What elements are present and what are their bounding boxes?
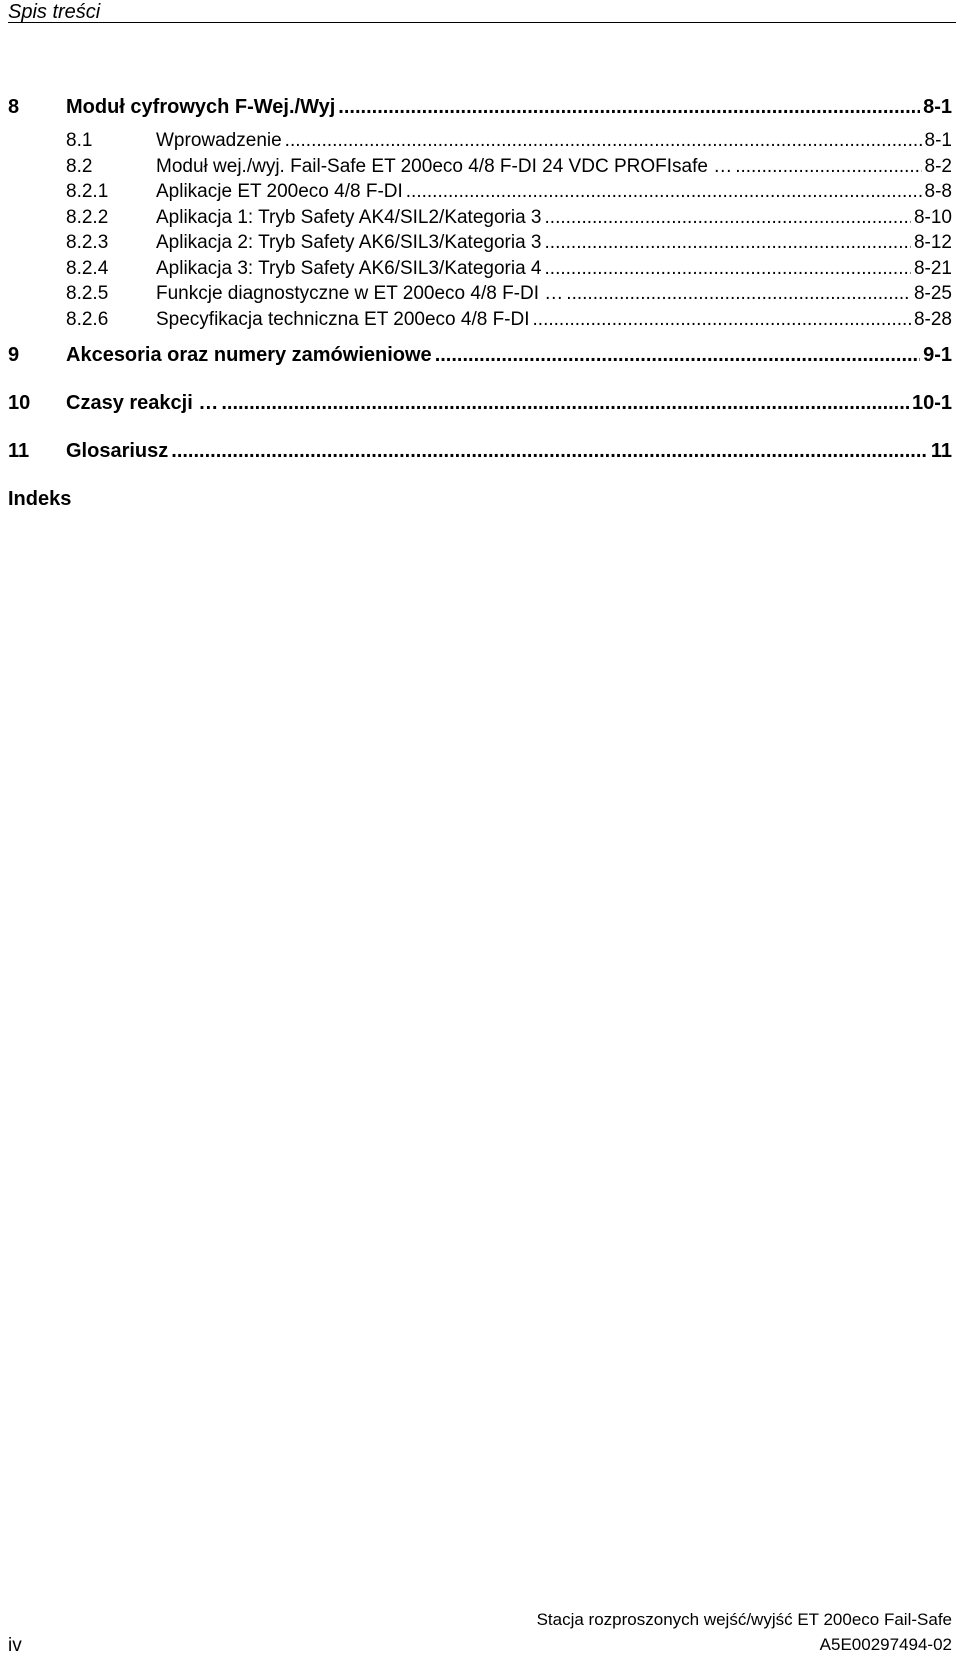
- toc-title: Akcesoria oraz numery zamówieniowe: [66, 344, 432, 366]
- toc-entry-8-2-4[interactable]: [8, 258, 952, 284]
- footer-page-label: iv: [8, 1635, 22, 1656]
- toc-entry-chapter-9[interactable]: [8, 344, 952, 372]
- toc-number: 8.1: [66, 130, 93, 151]
- toc-title: Aplikacja 2: Tryb Safety AK6/SIL3/Kategoria 3: [156, 232, 542, 253]
- toc-entry-8-2-1[interactable]: [8, 181, 952, 207]
- toc-title: Aplikacje ET 200eco 4/8 F-DI: [156, 181, 403, 202]
- toc-page: 8-28: [913, 308, 952, 330]
- toc-page: 8-1: [924, 130, 952, 151]
- toc-number: 8.2.2: [66, 206, 109, 228]
- toc-page: 11: [930, 440, 952, 462]
- dot-leader: [545, 258, 911, 280]
- toc-title: Czasy reakcji …: [66, 392, 219, 414]
- dot-leader: [285, 130, 922, 152]
- toc-entry-8-2-6[interactable]: [8, 309, 952, 335]
- dot-leader: [171, 440, 928, 463]
- dot-leader: [221, 392, 909, 415]
- dot-leader: [435, 344, 920, 367]
- dot-leader: [545, 232, 911, 254]
- toc-number: 8.2.4: [66, 257, 109, 279]
- toc-page: 10-1: [911, 392, 952, 414]
- dot-leader: [566, 283, 911, 305]
- toc-page: 8-1: [923, 96, 952, 118]
- toc-title: Aplikacja 3: Tryb Safety AK6/SIL3/Kategoria 4: [156, 257, 542, 279]
- toc-page: 8-21: [913, 257, 952, 279]
- table-of-contents: [8, 96, 952, 516]
- toc-number: 11: [8, 440, 30, 462]
- toc-page: 8-12: [913, 232, 952, 253]
- toc-number: 8.2.1: [66, 181, 109, 202]
- toc-number: 8.2.6: [66, 308, 109, 330]
- toc-title: Glosariusz: [66, 440, 169, 462]
- toc-entry-8-2-3[interactable]: [8, 232, 952, 258]
- footer-doc-number: A5E00297494-02: [819, 1635, 952, 1654]
- toc-page: 8-2: [924, 155, 952, 177]
- toc-title: Indeks: [8, 488, 72, 510]
- toc-page: 8-25: [913, 283, 952, 304]
- toc-number: 8: [8, 96, 20, 118]
- toc-number: 10: [8, 392, 31, 414]
- dot-leader: [533, 309, 911, 331]
- dot-leader: [735, 156, 921, 178]
- toc-entry-8-2[interactable]: [8, 156, 952, 182]
- toc-title: Aplikacja 1: Tryb Safety AK4/SIL2/Kategoria 3: [156, 206, 542, 228]
- toc-title: Funkcje diagnostyczne w ET 200eco 4/8 F-DI …: [156, 283, 564, 304]
- page-header: [8, 0, 956, 23]
- toc-page: 8-8: [924, 181, 952, 202]
- toc-title: Moduł wej./wyj. Fail-Safe ET 200eco 4/8 F-DI 24 VDC PROFIsafe …: [156, 155, 733, 177]
- dot-leader: [406, 181, 922, 203]
- toc-entry-chapter-10[interactable]: [8, 392, 952, 420]
- toc-entry-8-2-5[interactable]: [8, 283, 952, 309]
- footer-product: Stacja rozproszonych wejść/wyjść ET 200eco Fail-Safe: [536, 1610, 952, 1629]
- toc-entry-8-1[interactable]: [8, 130, 952, 156]
- toc-title: Wprowadzenie: [156, 130, 282, 151]
- toc-number: 8.2.3: [66, 232, 109, 253]
- toc-page: 9-1: [923, 344, 952, 366]
- toc-page: 8-10: [913, 206, 952, 228]
- toc-entry-indeks[interactable]: [8, 488, 952, 516]
- toc-entry-chapter-11[interactable]: [8, 440, 952, 468]
- toc-number: 8.2.5: [66, 283, 109, 304]
- toc-title: Specyfikacja techniczna ET 200eco 4/8 F-DI: [156, 308, 530, 330]
- header-title: Spis treści: [8, 1, 101, 23]
- toc-entry-chapter-8[interactable]: [8, 96, 952, 124]
- toc-number: 9: [8, 344, 20, 366]
- dot-leader: [338, 96, 920, 119]
- toc-number: 8.2: [66, 155, 93, 177]
- dot-leader: [545, 207, 911, 229]
- toc-title: Moduł cyfrowych F-Wej./Wyj: [66, 96, 336, 118]
- toc-entry-8-2-2[interactable]: [8, 207, 952, 233]
